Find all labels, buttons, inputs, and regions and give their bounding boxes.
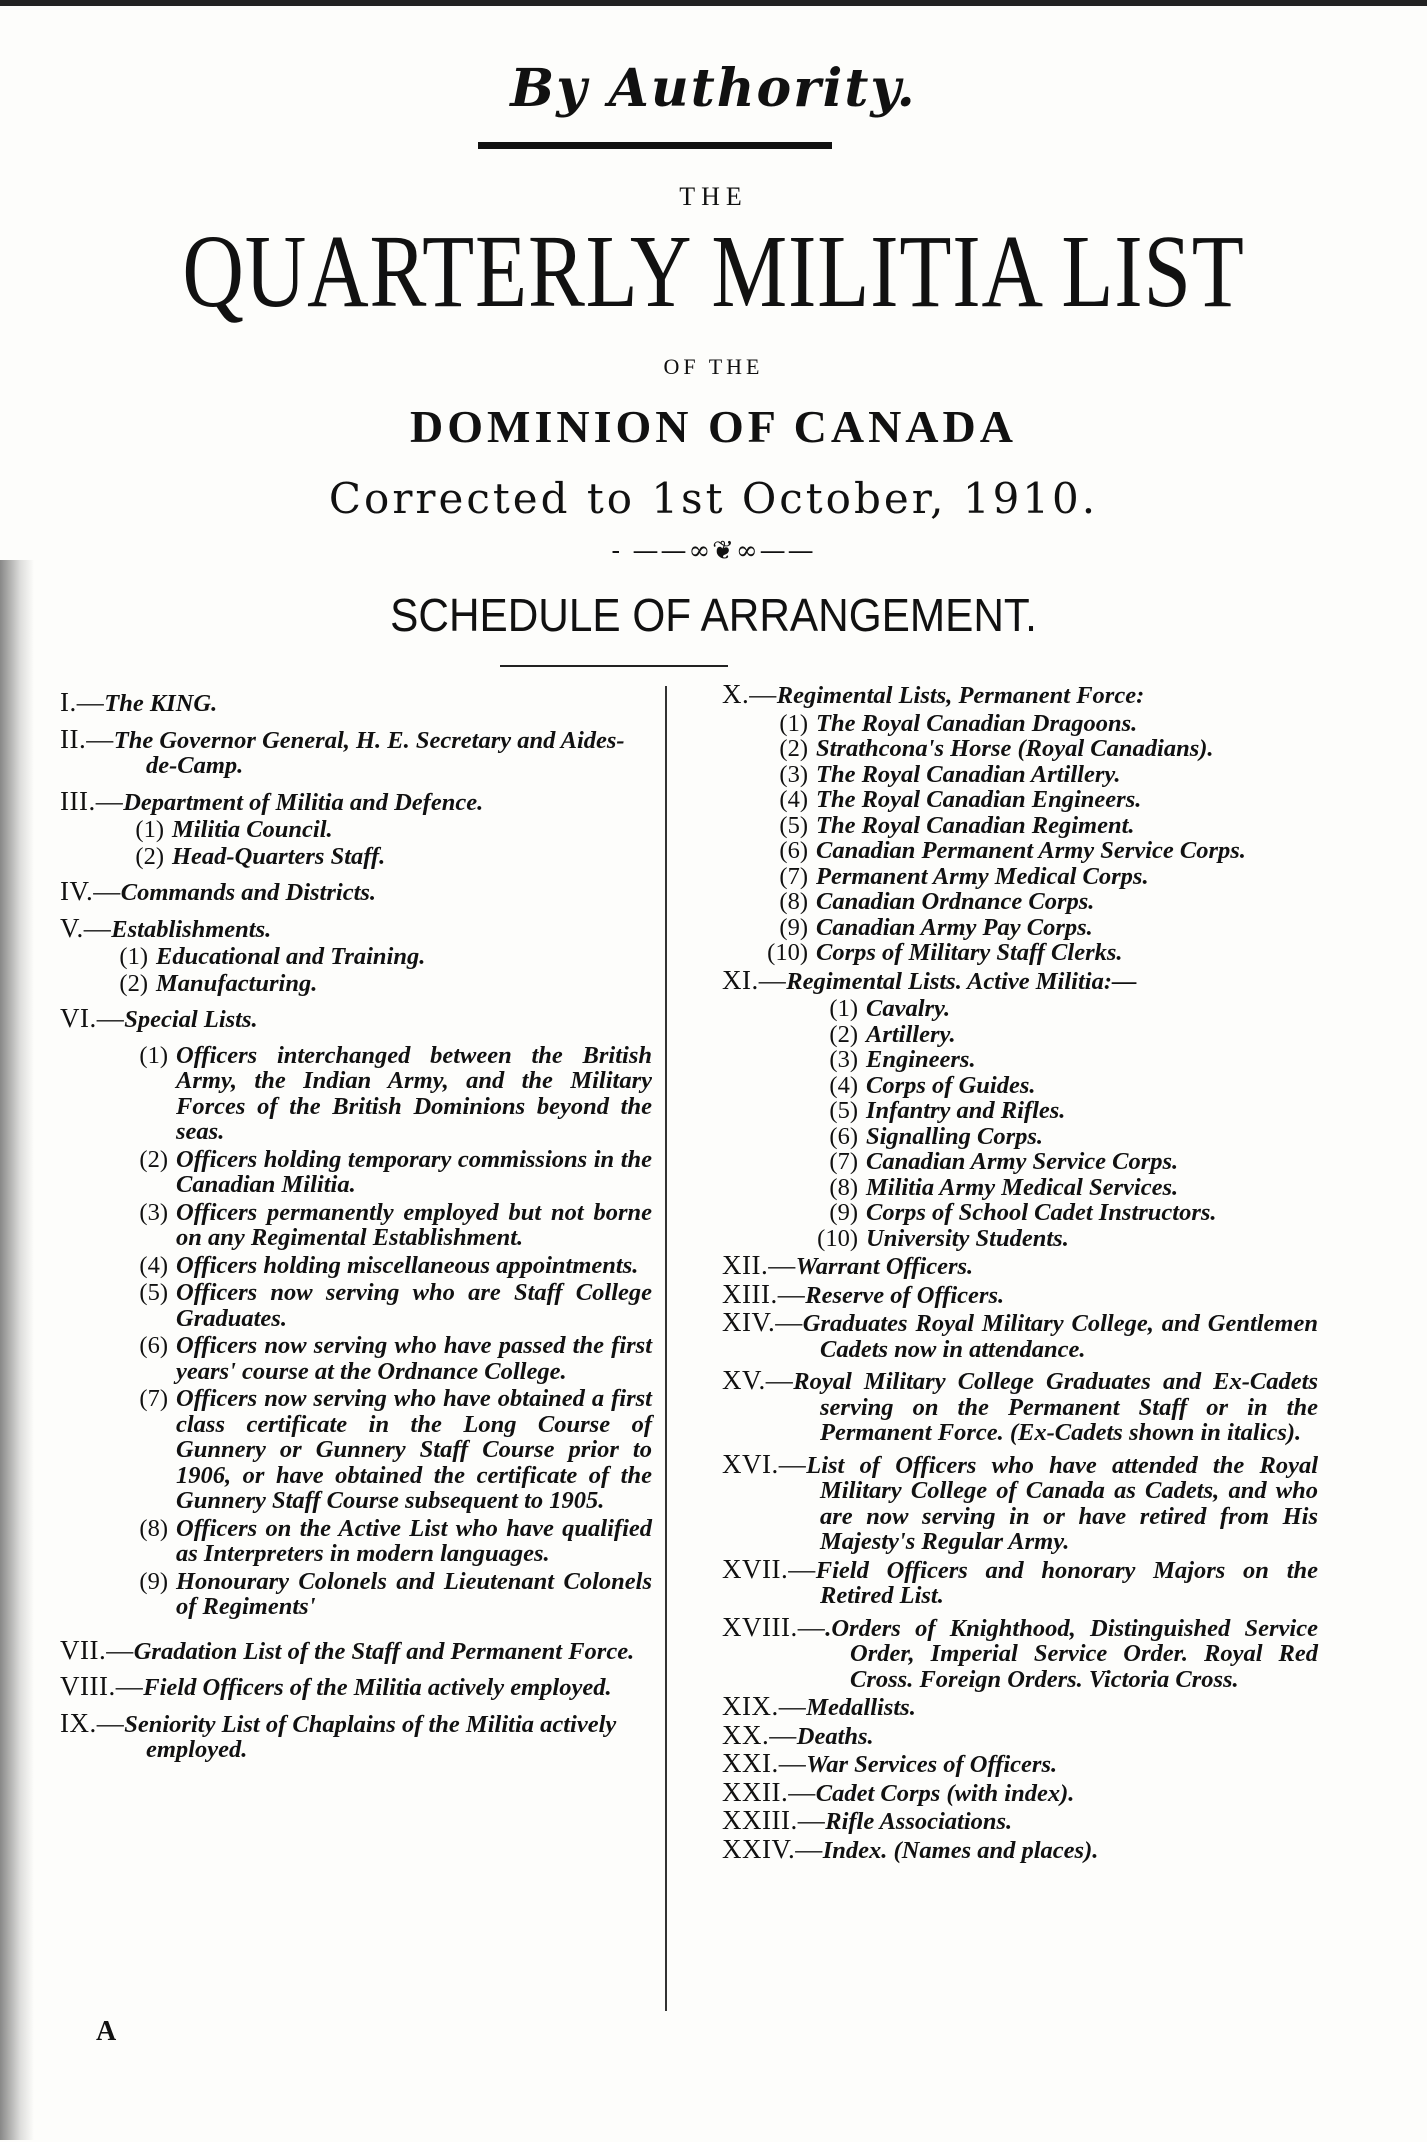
list-item xyxy=(760,915,1318,941)
entry-number: XII.— xyxy=(722,1250,796,1280)
item-number: (2) xyxy=(779,735,808,762)
item-text: Signalling Corps. xyxy=(866,1122,1044,1150)
the-label: THE xyxy=(679,182,748,211)
list-item xyxy=(124,1569,652,1620)
entry-number: XXIII.— xyxy=(722,1805,826,1835)
list-item xyxy=(120,844,652,870)
entry-xxiv xyxy=(722,1833,1318,1864)
list-item xyxy=(104,944,652,970)
list-item xyxy=(124,1333,652,1384)
entry-number: III.— xyxy=(60,785,124,816)
sub-list xyxy=(60,944,652,996)
item-number: (7) xyxy=(829,1148,858,1175)
item-number: (7) xyxy=(779,862,808,890)
list-item xyxy=(760,838,1318,864)
item-number: (6) xyxy=(829,1122,858,1150)
sub-list xyxy=(60,1043,652,1620)
entry-iii xyxy=(60,785,652,870)
list-item xyxy=(810,1149,1318,1175)
item-number: (9) xyxy=(139,1567,168,1595)
item-number: (1) xyxy=(829,995,858,1022)
item-text: Militia Council. xyxy=(172,816,333,843)
entry-text: Deaths. xyxy=(796,1722,874,1750)
entry-number: V.— xyxy=(60,912,112,943)
item-number: (10) xyxy=(767,939,808,966)
item-number: (9) xyxy=(829,1199,858,1226)
list-item xyxy=(124,1280,652,1331)
entry-number: XIV.— xyxy=(722,1307,803,1337)
entry-number: XIII.— xyxy=(722,1278,806,1309)
item-text: Officers holding miscellaneous appointments. xyxy=(176,1251,639,1279)
item-text: Canadian Army Service Corps. xyxy=(866,1148,1179,1175)
item-text: Cavalry. xyxy=(866,995,951,1022)
entry-text: Field Officers of the Militia actively employed. xyxy=(143,1674,612,1701)
item-number: (2) xyxy=(139,1145,168,1173)
item-text: The Royal Canadian Dragoons. xyxy=(816,709,1138,737)
item-number: (10) xyxy=(817,1224,858,1252)
item-text: Officers on the Active List who have qualified as Interpreters in modern languages. xyxy=(176,1514,652,1567)
item-number: (4) xyxy=(139,1251,168,1279)
list-item xyxy=(124,1043,652,1145)
item-text: Corps of Military Staff Clerks. xyxy=(816,939,1123,966)
sub-list xyxy=(60,817,652,869)
right-column xyxy=(722,679,1318,1865)
sub-list xyxy=(722,996,1318,1251)
schedule-heading: SCHEDULE OF ARRANGEMENT. xyxy=(390,589,1037,641)
entry-text: .Orders of Knighthood, Distinguished Service Order, Imperial Service Order. Royal Red Cross. Foreign Orders. Victoria Cross. xyxy=(825,1614,1318,1693)
entry-ix xyxy=(60,1707,652,1763)
item-text: Officers interchanged between the British Army, the Indian Army, and the Military Forces of the British Dominions beyond the seas. xyxy=(176,1041,652,1145)
item-number: (5) xyxy=(139,1279,168,1306)
item-number: (9) xyxy=(779,913,808,941)
item-text: Honourary Colonels and Lieutenant Colonels of Regiments' xyxy=(176,1567,652,1620)
entry-number: IX.— xyxy=(60,1707,125,1738)
entry-number: XVI.— xyxy=(722,1448,807,1479)
signature-mark: A xyxy=(96,2016,117,2047)
item-number: (5) xyxy=(779,811,808,839)
item-text: The Royal Canadian Engineers. xyxy=(816,786,1142,813)
item-number: (3) xyxy=(829,1046,858,1073)
ornament-divider: - ——∞❦∞—— xyxy=(611,536,816,566)
list-item xyxy=(760,940,1318,966)
entry-number: XVII.— xyxy=(722,1553,816,1584)
item-text: Infantry and Rifles. xyxy=(866,1097,1066,1124)
entry-xviii xyxy=(722,1611,1318,1693)
entry-xix xyxy=(722,1691,1318,1721)
item-number: (6) xyxy=(779,837,808,864)
item-text: The Royal Canadian Artillery. xyxy=(816,760,1121,788)
item-text: Educational and Training. xyxy=(156,943,426,970)
item-number: (7) xyxy=(139,1385,168,1412)
item-text: Officers now serving who have passed the first years' course at the Ordnance College. xyxy=(176,1332,652,1385)
list-item xyxy=(760,711,1318,737)
list-item xyxy=(104,971,652,997)
item-number: (2) xyxy=(119,969,148,997)
item-text: Officers permanently employed but not borne on any Regimental Establishment. xyxy=(176,1198,652,1251)
entry-xxii xyxy=(722,1776,1318,1807)
entry-v xyxy=(60,912,652,997)
entry-text: Rifle Associations. xyxy=(825,1808,1013,1835)
list-item xyxy=(810,1022,1318,1048)
list-item xyxy=(124,1200,652,1251)
entry-text: War Services of Officers. xyxy=(806,1751,1058,1778)
entry-number: XV.— xyxy=(722,1365,794,1395)
entry-number: VIII.— xyxy=(60,1671,144,1701)
item-text: Canadian Ordnance Corps. xyxy=(816,888,1095,915)
list-item xyxy=(760,864,1318,890)
entry-number: XVIII.— xyxy=(722,1611,826,1642)
entry-xii xyxy=(722,1250,1318,1280)
item-text: Permanent Army Medical Corps. xyxy=(816,862,1149,890)
entry-number: XXIV.— xyxy=(722,1833,823,1864)
item-number: (5) xyxy=(829,1097,858,1124)
entry-number: II.— xyxy=(60,723,114,754)
item-number: (1) xyxy=(779,709,808,737)
entry-xv xyxy=(722,1365,1318,1446)
entry-number: IV.— xyxy=(60,876,121,906)
entry-number: XX.— xyxy=(722,1719,797,1750)
sub-list xyxy=(722,711,1318,966)
left-column xyxy=(60,687,652,1773)
entry-xi xyxy=(722,964,1318,1252)
top-border xyxy=(0,0,1427,6)
list-item xyxy=(120,817,652,843)
entry-ii xyxy=(60,723,652,779)
entry-xxiii xyxy=(722,1805,1318,1835)
heading-rule xyxy=(478,142,832,149)
entry-text: Reserve of Officers. xyxy=(805,1281,1005,1309)
entry-text: Commands and Districts. xyxy=(120,879,377,906)
item-number: (2) xyxy=(135,842,164,870)
item-text: Corps of School Cadet Instructors. xyxy=(866,1199,1217,1226)
list-item xyxy=(760,787,1318,813)
list-item xyxy=(760,736,1318,762)
entry-text: Gradation List of the Staff and Permanent Force. xyxy=(133,1637,635,1665)
of-the-label: OF THE xyxy=(663,354,764,379)
list-item xyxy=(810,1073,1318,1099)
item-text: Militia Army Medical Services. xyxy=(866,1173,1179,1201)
item-number: (1) xyxy=(135,816,164,843)
list-item xyxy=(124,1386,652,1514)
entry-i xyxy=(60,687,652,717)
entry-text: The Governor General, H. E. Secretary and Aides-de-Camp. xyxy=(113,726,625,779)
list-item xyxy=(124,1147,652,1198)
item-text: Officers now serving who have obtained a first class certificate in the Long Course of Gunnery or Gunnery Staff Course prior to 1906, or have obtained the certificate of the Gunnery Staff Course subsequent to 1905. xyxy=(176,1385,652,1514)
entry-number: XI.— xyxy=(722,964,787,995)
dominion-heading: DOMINION OF CANADA xyxy=(410,401,1017,452)
list-item xyxy=(760,813,1318,839)
item-number: (1) xyxy=(119,943,148,970)
item-text: Canadian Army Pay Corps. xyxy=(816,913,1093,941)
entry-number: XIX.— xyxy=(722,1691,807,1721)
item-text: Manufacturing. xyxy=(156,969,318,997)
entry-text: Seniority List of Chaplains of the Militia actively employed. xyxy=(124,1710,617,1763)
item-text: Artillery. xyxy=(866,1020,956,1048)
scan-edge-shadow xyxy=(0,560,34,2140)
item-text: Strathcona's Horse (Royal Canadians). xyxy=(816,735,1214,762)
entry-xxi xyxy=(722,1748,1318,1778)
corrected-date: Corrected to 1st October, 1910. xyxy=(328,474,1099,523)
entry-number: XXII.— xyxy=(722,1776,816,1807)
item-number: (2) xyxy=(829,1020,858,1048)
entry-xvii xyxy=(722,1553,1318,1609)
entry-text: Warrant Officers. xyxy=(795,1253,974,1280)
entry-number: X.— xyxy=(722,679,777,709)
list-item xyxy=(760,889,1318,915)
entry-number: XXI.— xyxy=(722,1748,807,1778)
item-number: (6) xyxy=(139,1332,168,1359)
entry-number: I.— xyxy=(60,687,105,717)
item-number: (8) xyxy=(779,888,808,915)
item-number: (8) xyxy=(829,1173,858,1201)
list-item xyxy=(810,1200,1318,1226)
entry-x xyxy=(722,679,1318,966)
list-item xyxy=(124,1516,652,1567)
entry-text: Regimental Lists. Active Militia:— xyxy=(786,967,1137,995)
entry-text: Cadet Corps (with index). xyxy=(815,1779,1075,1807)
entry-text: Regimental Lists, Permanent Force: xyxy=(776,682,1145,709)
item-number: (3) xyxy=(139,1198,168,1226)
list-item xyxy=(124,1253,652,1279)
entry-text: List of Officers who have attended the Royal Military College of Canada as Cadets, and who are now serving in or have retired from His Majesty's Regular Army. xyxy=(806,1451,1318,1555)
entry-xvi xyxy=(722,1448,1318,1555)
entry-text: Medallists. xyxy=(806,1694,916,1721)
list-item xyxy=(810,1098,1318,1124)
entry-text: Index. (Names and places). xyxy=(822,1836,1099,1864)
list-item xyxy=(810,996,1318,1022)
list-item xyxy=(810,1047,1318,1073)
item-number: (1) xyxy=(139,1041,168,1069)
entry-text: Establishments. xyxy=(111,915,272,943)
item-number: (4) xyxy=(779,786,808,813)
schedule-rule xyxy=(500,665,728,667)
entry-vi xyxy=(60,1003,652,1620)
item-number: (3) xyxy=(779,760,808,788)
item-text: Officers holding temporary commissions in the Canadian Militia. xyxy=(176,1145,652,1198)
item-text: University Students. xyxy=(866,1224,1069,1252)
entry-number: VII.— xyxy=(60,1634,134,1665)
item-text: The Royal Canadian Regiment. xyxy=(816,811,1135,839)
item-text: Canadian Permanent Army Service Corps. xyxy=(816,837,1246,864)
entry-xiv xyxy=(722,1307,1318,1363)
item-number: (4) xyxy=(829,1071,858,1099)
entry-text: Special Lists. xyxy=(124,1006,258,1033)
item-text: Head-Quarters Staff. xyxy=(172,842,386,870)
document-title: QUARTERLY MILITIA LIST xyxy=(182,214,1245,329)
item-text: Officers now serving who are Staff College Graduates. xyxy=(176,1279,652,1332)
column-divider xyxy=(665,686,667,2011)
item-text: Corps of Guides. xyxy=(866,1071,1036,1099)
entry-text: The KING. xyxy=(104,690,218,717)
item-text: Engineers. xyxy=(866,1046,976,1073)
entry-text: Graduates Royal Military College, and Gentlemen Cadets now in attendance. xyxy=(802,1310,1318,1363)
entry-xx xyxy=(722,1719,1318,1750)
entry-text: Field Officers and honorary Majors on the Retired List. xyxy=(815,1556,1318,1609)
entry-vii xyxy=(60,1634,652,1665)
entry-viii xyxy=(60,1671,652,1701)
entry-text: Royal Military College Graduates and Ex-Cadets serving on the Permanent Staff or in the Permanent Force. (Ex-Cadets shown in italics). xyxy=(793,1368,1318,1446)
entry-xiii xyxy=(722,1278,1318,1309)
list-item xyxy=(810,1124,1318,1150)
list-item xyxy=(760,762,1318,788)
list-item xyxy=(810,1175,1318,1201)
list-item xyxy=(810,1226,1318,1252)
item-number: (8) xyxy=(139,1514,168,1542)
entry-number: VI.— xyxy=(60,1003,125,1033)
entry-iv xyxy=(60,876,652,906)
by-authority-heading: By Authority. xyxy=(510,58,917,119)
entry-text: Department of Militia and Defence. xyxy=(123,788,484,816)
